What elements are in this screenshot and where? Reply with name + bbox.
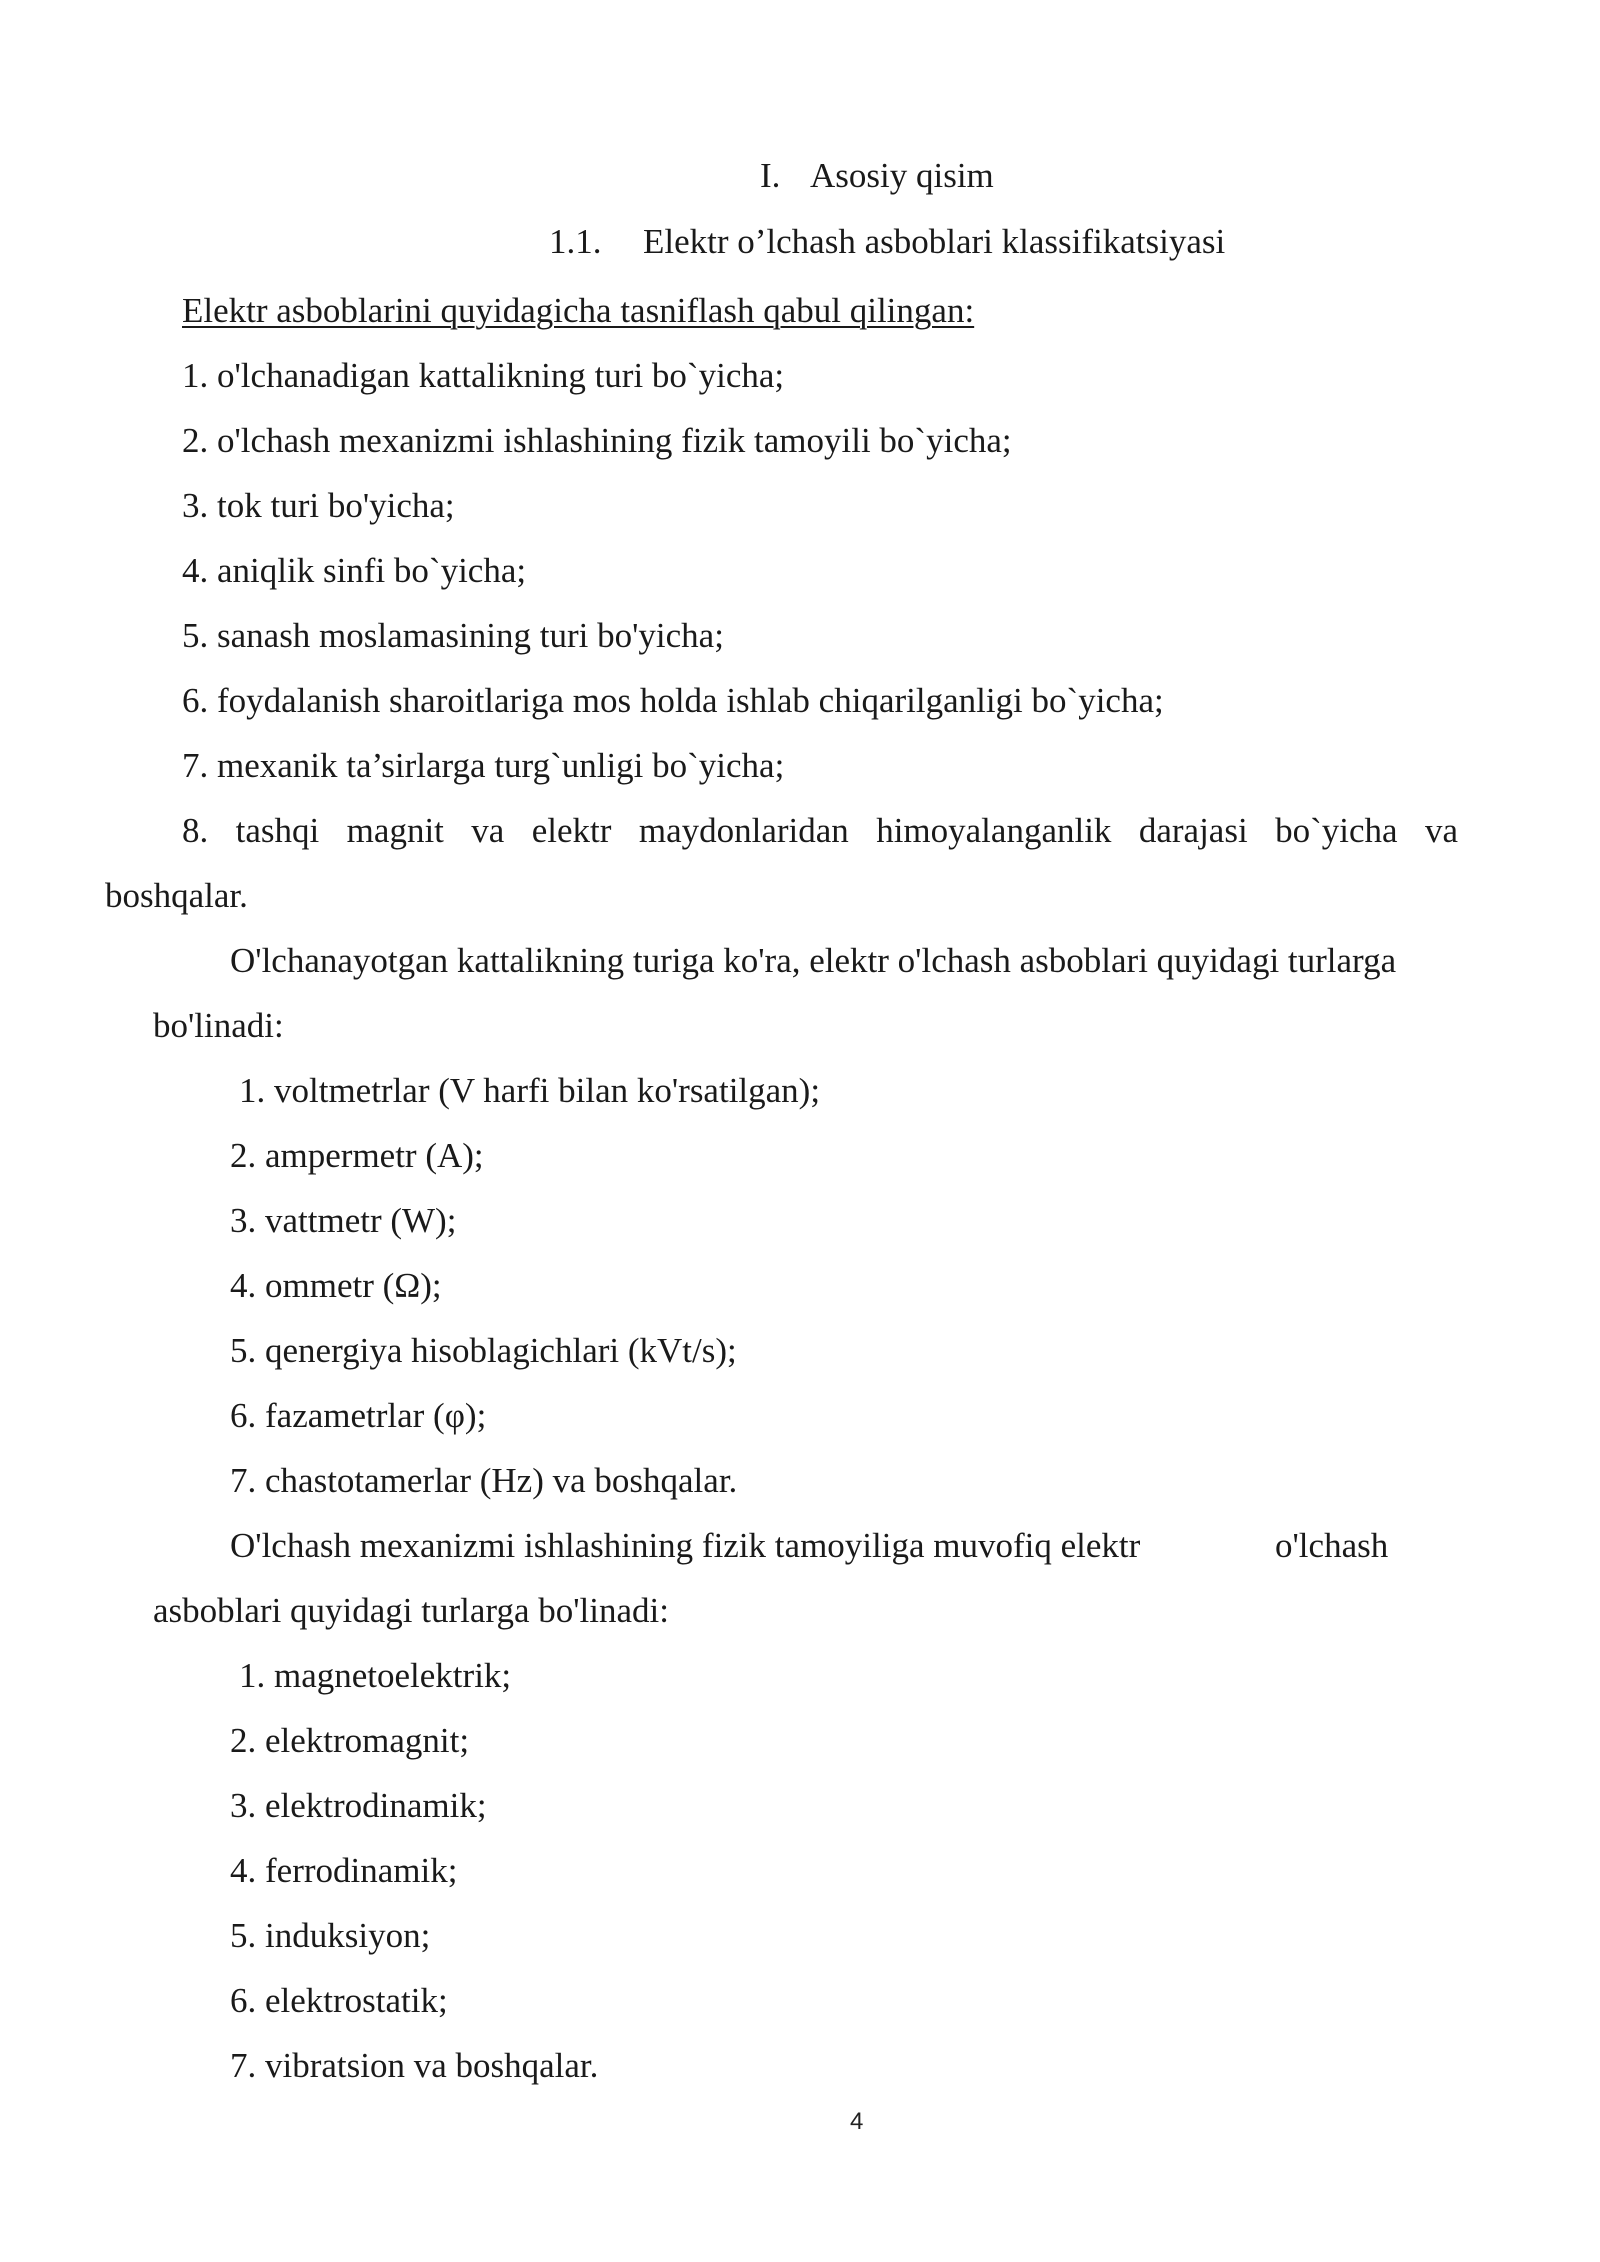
principle-item: 2. elektromagnit; <box>230 1721 470 1760</box>
principle-intro-continuation: asboblari quyidagi turlarga bo'linadi: <box>153 1591 669 1630</box>
quantity-item: 6. fazametrlar (φ); <box>230 1396 487 1435</box>
classification-item: 8. tashqi magnit va elektr maydonlaridan himoyalanganlik darajasi bo`yicha va <box>182 811 1458 850</box>
principle-item: 4. ferrodinamik; <box>230 1851 458 1890</box>
classification-intro: Elektr asboblarini quyidagicha tasniflash qabul qilingan: <box>182 291 975 330</box>
classification-item: 3. tok turi bo'yicha; <box>182 486 455 525</box>
classification-item: 5. sanash moslamasining turi bo'yicha; <box>182 616 724 655</box>
principle-item: 1. magnetoelektrik; <box>239 1656 512 1695</box>
classification-item: 6. foydalanish sharoitlariga mos holda ishlab chiqarilganligi bo`yicha; <box>182 681 1164 720</box>
principle-item: 6. elektrostatik; <box>230 1981 448 2020</box>
classification-item: 4. aniqlik sinfi bo`yicha; <box>182 551 527 590</box>
classification-item: 2. o'lchash mexanizmi ishlashining fizik tamoyili bo`yicha; <box>182 421 1012 460</box>
principle-intro-end: o'lchash <box>1275 1526 1389 1565</box>
quantity-item: 5. qenergiya hisoblagichlari (kVt/s); <box>230 1331 737 1370</box>
page-number: 4 <box>850 2108 864 2135</box>
principle-item: 5. induksiyon; <box>230 1916 431 1955</box>
section-title: Elektr o’lchash asboblari klassifikatsiyasi <box>643 222 1226 261</box>
classification-item-continuation: boshqalar. <box>105 876 248 915</box>
quantity-item: 3. vattmetr (W); <box>230 1201 457 1240</box>
quantity-item: 7. chastotamerlar (Hz) va boshqalar. <box>230 1461 738 1500</box>
classification-item: 7. mexanik ta’sirlarga turg`unligi bo`yicha; <box>182 746 785 785</box>
section-heading <box>549 224 1225 259</box>
principle-item: 3. elektrodinamik; <box>230 1786 487 1825</box>
quantity-intro-continuation: bo'linadi: <box>153 1006 284 1045</box>
quantity-item: 2. ampermetr (A); <box>230 1136 484 1175</box>
part-title: Asosiy qisim <box>810 156 994 195</box>
section-number: 1.1. <box>549 222 602 261</box>
part-number: I. <box>760 156 781 195</box>
part-heading <box>760 158 994 193</box>
principle-item: 7. vibratsion va boshqalar. <box>230 2046 599 2085</box>
quantity-intro: O'lchanayotgan kattalikning turiga ko'ra, elektr o'lchash asboblari quyidagi turlarga <box>230 941 1397 980</box>
classification-item: 1. o'lchanadigan kattalikning turi bo`yicha; <box>182 356 785 395</box>
principle-intro: O'lchash mexanizmi ishlashining fizik tamoyiliga muvofiq elektr <box>230 1526 1141 1565</box>
quantity-item: 4. ommetr (Ω); <box>230 1266 442 1305</box>
quantity-item: 1. voltmetrlar (V harfi bilan ko'rsatilgan); <box>239 1071 821 1110</box>
